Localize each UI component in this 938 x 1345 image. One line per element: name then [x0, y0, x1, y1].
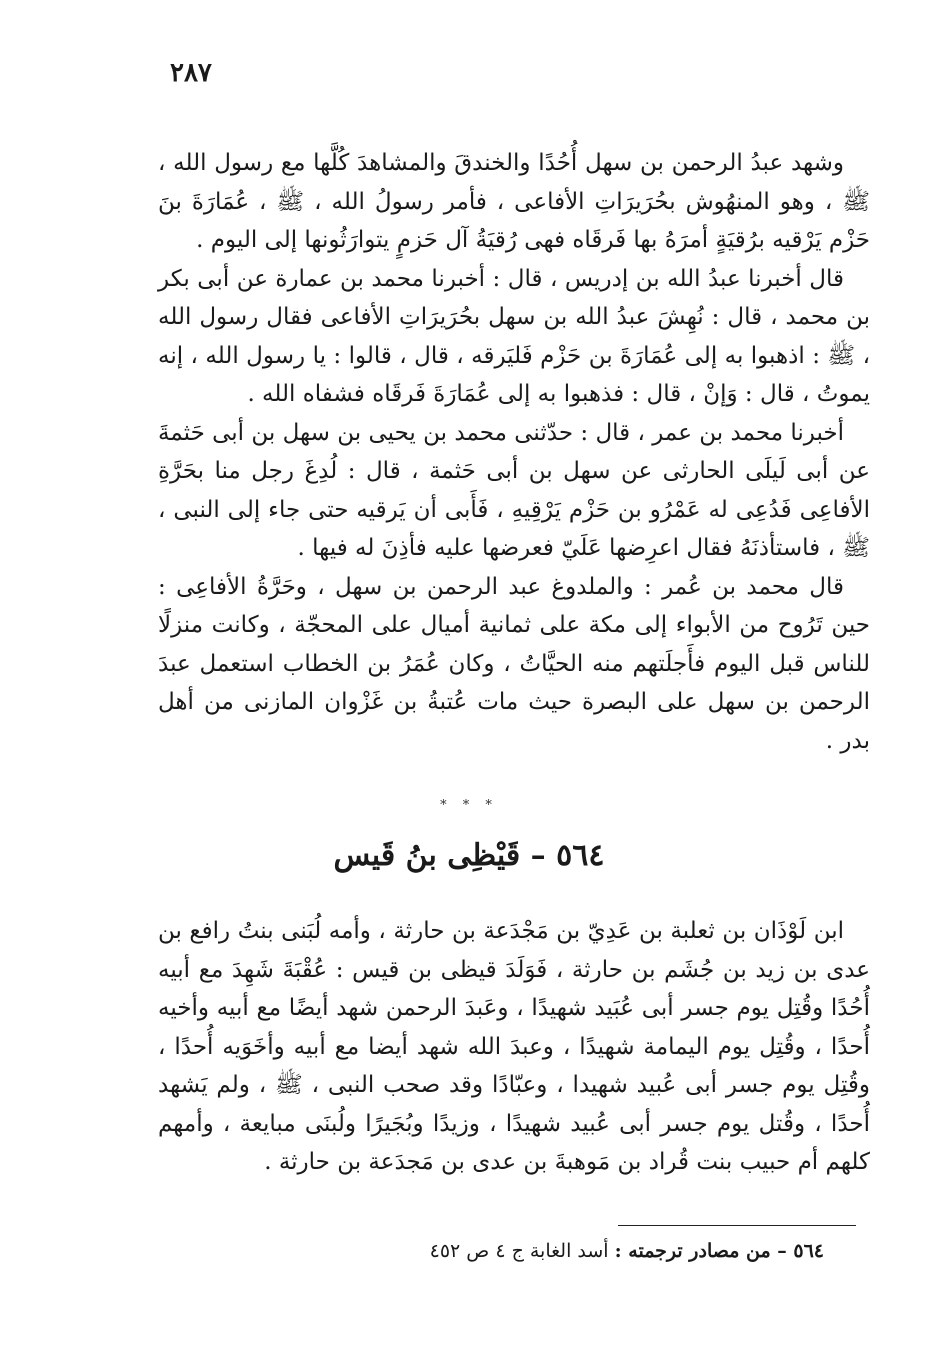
paragraph-4: قال محمد بن عُمر : والملدوغ عبد الرحمن بن سهل ، وحَرَّةُ الأفاعِى : حين تَرُوح من الأبواء إلى مكة على ثمانية أميال على المحجّة ، وكانت منزلًا للناس قبل اليوم فأَجلَتهم منه الحيَّاتُ ، وكان عُمَرُ بن الخطاب استعمل عبدَ الرحمن بن سهل على البصرة حيث مات عُتبةُ بن غَزْوان المازنى من أهل بدر . [158, 573, 870, 754]
section-text [158, 912, 870, 1182]
footnote-text: أسد الغابة ج ٤ ص ٤٥٢ [429, 1240, 609, 1262]
paragraph-1: وشهد عبدُ الرحمن بن سهل أُحُدًا والخندقَ والمشاهدَ كُلَّها مع رسول الله ، ﷺ ، وهو المنهُوش بحُرَيرَاتِ الأفاعى ، فأمر رسولُ الله ، ﷺ ، عُمَارَةَ بنَ حَزْم يَرْقيه برُقيَةٍ أمرَهُ بها فَرقَاه فهى رُقيَةُ آل حَزمٍ يتوارَثُونها إلى اليوم . [158, 150, 870, 253]
paragraph-3: أخبرنا محمد بن عمر ، قال : حدّثنى محمد بن يحيى بن سهل بن أبى حَثمةَ عن أبى لَيلَى الحارثى عن سهل بن أبى حَثمة ، قال : لُدِغَ رجل منا بحَرَّةِ الأفاعِى فَدُعِى له عَمْرُو بن حَزْم يَرْقِيهِ ، فَأَبى أن يَرقيه حتى جاء إلى النبى ، ﷺ ، فاستأذنَهُ فقال اعرِضها عَلَيّ فعرضها عليه فأذِنَ له فيها . [158, 419, 870, 561]
footnote [158, 1236, 824, 1266]
footnote-divider [618, 1225, 856, 1226]
section-heading: ٥٦٤ – قَيْظِى بنُ قَيس [333, 838, 605, 873]
section-paragraph: ابن لَوْذَان بن ثعلبة بن عَدِيّ بن مَجْدَعة بن حارثة ، وأمه لُبَنى بنتُ رافع بن عدى بن زيد بن جُشَم بن حارثة ، فَوَلَدَ قيظى بن قيس : عُقْبَةَ شَهِدَ مع أبيه أُحُدًا وقُتِل يوم جسر أبى عُبَيد شهيدًا ، وعَبدَ الرحمن شهد أيضًا مع أبيه وأخيه أُحدًا ، وقُتِل يوم اليمامة شهيدًا ، وعبدَ الله شهد أيضا مع أبيه وأخَوَيه أُحدًا ، وقُتِل يوم جسر أبى عُبيد شهيدا ، وعبّادًا وقد صحب النبى ، ﷺ ، ولم يَشهد أُحدًا ، وقُتل يوم جسر أبى عُبيد شهيدًا ، وزيدًا وبُجَيرًا ولُبنَى مبايعة ، وأمهم كلهم أم حبيب بنت قُراد بن مَوهبةَ بن عدى بن مَجدَعة بن حارثة . [158, 918, 870, 1175]
page-number: ٢٨٧ [170, 58, 212, 88]
main-text [158, 144, 870, 760]
paragraph-2: قال أخبرنا عبدُ الله بن إدريس ، قال : أخبرنا محمد بن عمارة عن أبى بكر بن محمد ، قال : نُهِشَ عبدُ الله بن سهل بحُرَيرَاتِ الأفاعى فقال رسول الله ، ﷺ : اذهبوا به إلى عُمَارَةَ بن حَزْم فَليَرقه ، قال ، قالوا : يا رسول الله ، إنه يموتُ ، قال : وَإنْ ، قال : فذهبوا به إلى عُمَارَةَ فَرقَاه فشفاه الله . [158, 265, 870, 407]
footnote-label: ٥٦٤ – من مصادر ترجمته : [614, 1240, 824, 1262]
section-separator: * * * [440, 798, 498, 813]
